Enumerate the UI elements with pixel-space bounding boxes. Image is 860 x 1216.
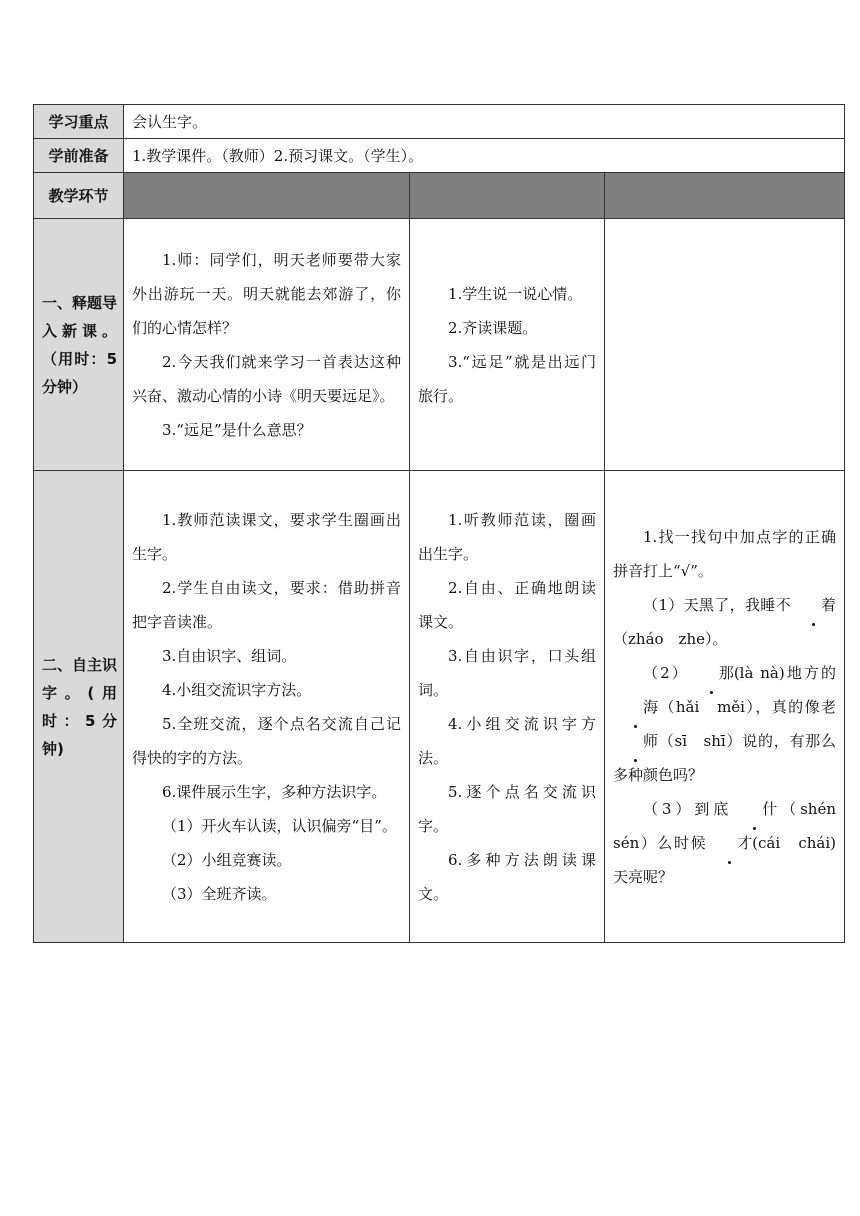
- exercise-header-cell: [605, 173, 845, 219]
- q3-text: (cái chái)天亮呢？: [613, 833, 836, 886]
- stage-header-label: 教学环节: [34, 173, 124, 219]
- q2-text: （2）: [643, 663, 689, 682]
- section1-teacher-cell: [124, 219, 410, 471]
- teacher-header-cell: [124, 173, 410, 219]
- section2-teacher-para: 6.课件展示生字，多种方法识字。: [162, 782, 387, 801]
- dotted-char: 什: [732, 792, 777, 826]
- section2-student-para: 1.听教师范读，圈画出生字。: [418, 510, 596, 563]
- exercise-question-3: [613, 792, 852, 894]
- section2-teacher-cell: [124, 471, 410, 943]
- dotted-char: 海: [613, 690, 658, 724]
- q2-text: (là nà)地方的: [733, 663, 836, 682]
- section2-student-cell: [410, 471, 605, 943]
- section2-student-para: 5.逐个点名交流识字。: [418, 782, 596, 835]
- section2-teacher-para: （2）小组竞赛读。: [162, 850, 292, 869]
- dotted-char: 着: [791, 588, 836, 622]
- section1-teacher-para: 2.今天我们就来学习一首表达这种兴奋、激动心情的小诗《明天要远足》。: [132, 352, 401, 405]
- exercise-question-2: [613, 656, 836, 792]
- section2-teacher-para: 1.教师范读课文，要求学生圈画出生字。: [132, 510, 401, 563]
- section1-teacher-para: 3.“远足”是什么意思？: [162, 420, 312, 439]
- section1-teacher-para: 1.师：同学们，明天老师要带大家外出游玩一天。明天就能去郊游了，你们的心情怎样？: [132, 250, 401, 337]
- dotted-char: 才: [707, 826, 752, 860]
- q1-text: （1）天黑了，我睡不: [643, 595, 791, 614]
- section1-row: [34, 219, 845, 471]
- section1-label: 一、释题导入新课。（用时：5分钟）: [34, 219, 124, 471]
- exercise-question-1: [613, 588, 836, 656]
- prep-value: 1.教学课件。（教师）2.预习课文。（学生）。: [124, 139, 845, 173]
- exercise-intro: 1.找一找句中加点字的正确拼音打上“√”。: [613, 527, 836, 580]
- header-row: [34, 173, 845, 219]
- q1-options: （zháo zhe）。: [613, 629, 728, 648]
- section2-student-para: 2.自由、正确地朗读课文。: [418, 578, 596, 631]
- prep-row: [34, 139, 845, 173]
- focus-label: 学习重点: [34, 105, 124, 139]
- q3-text: （3）到底: [643, 799, 733, 818]
- q2-text: （sī shī）说的，有那么多种颜色吗？: [613, 731, 836, 784]
- section2-student-para: 3.自由识字，口头组词。: [418, 646, 596, 699]
- prep-label: 学前准备: [34, 139, 124, 173]
- section2-label: 二、自主识字。(用时：5分钟): [34, 471, 124, 943]
- section2-student-para: 6.多种方法朗读课文。: [418, 850, 596, 903]
- section2-exercise-cell: [605, 471, 852, 943]
- section2-teacher-para: 2.学生自由读文，要求：借助拼音把字音读准。: [132, 578, 401, 631]
- section2-teacher-para: （1）开火车认读，认识偏旁“目”。: [162, 816, 397, 835]
- section1-student-para: 1.学生说一说心情。: [448, 284, 583, 303]
- focus-value: 会认生字。: [124, 105, 845, 139]
- q2-text: （hǎi měi），真的像老: [658, 697, 836, 716]
- section1-student-para: 3.“远足”就是出远门旅行。: [418, 352, 596, 405]
- section2-teacher-para: 5.全班交流，逐个点名交流自己记得快的字的方法。: [132, 714, 401, 767]
- q3-text: （shén sén）么时候: [613, 799, 852, 852]
- section1-student-para: 2.齐读课题。: [448, 318, 538, 337]
- focus-row: [34, 105, 845, 139]
- section1-student-cell: [410, 219, 605, 471]
- lesson-plan-table: [33, 104, 852, 943]
- section2-row: [34, 471, 845, 943]
- section1-exercise-cell: [605, 219, 845, 471]
- dotted-char: 师: [613, 724, 658, 758]
- student-header-cell: [410, 173, 605, 219]
- dotted-char: 那: [689, 656, 734, 690]
- section2-teacher-para: 3.自由识字、组词。: [162, 646, 297, 665]
- section2-teacher-para: 4.小组交流识字方法。: [162, 680, 312, 699]
- section2-teacher-para: （3）全班齐读。: [162, 884, 277, 903]
- section2-student-para: 4.小组交流识字方法。: [418, 714, 596, 767]
